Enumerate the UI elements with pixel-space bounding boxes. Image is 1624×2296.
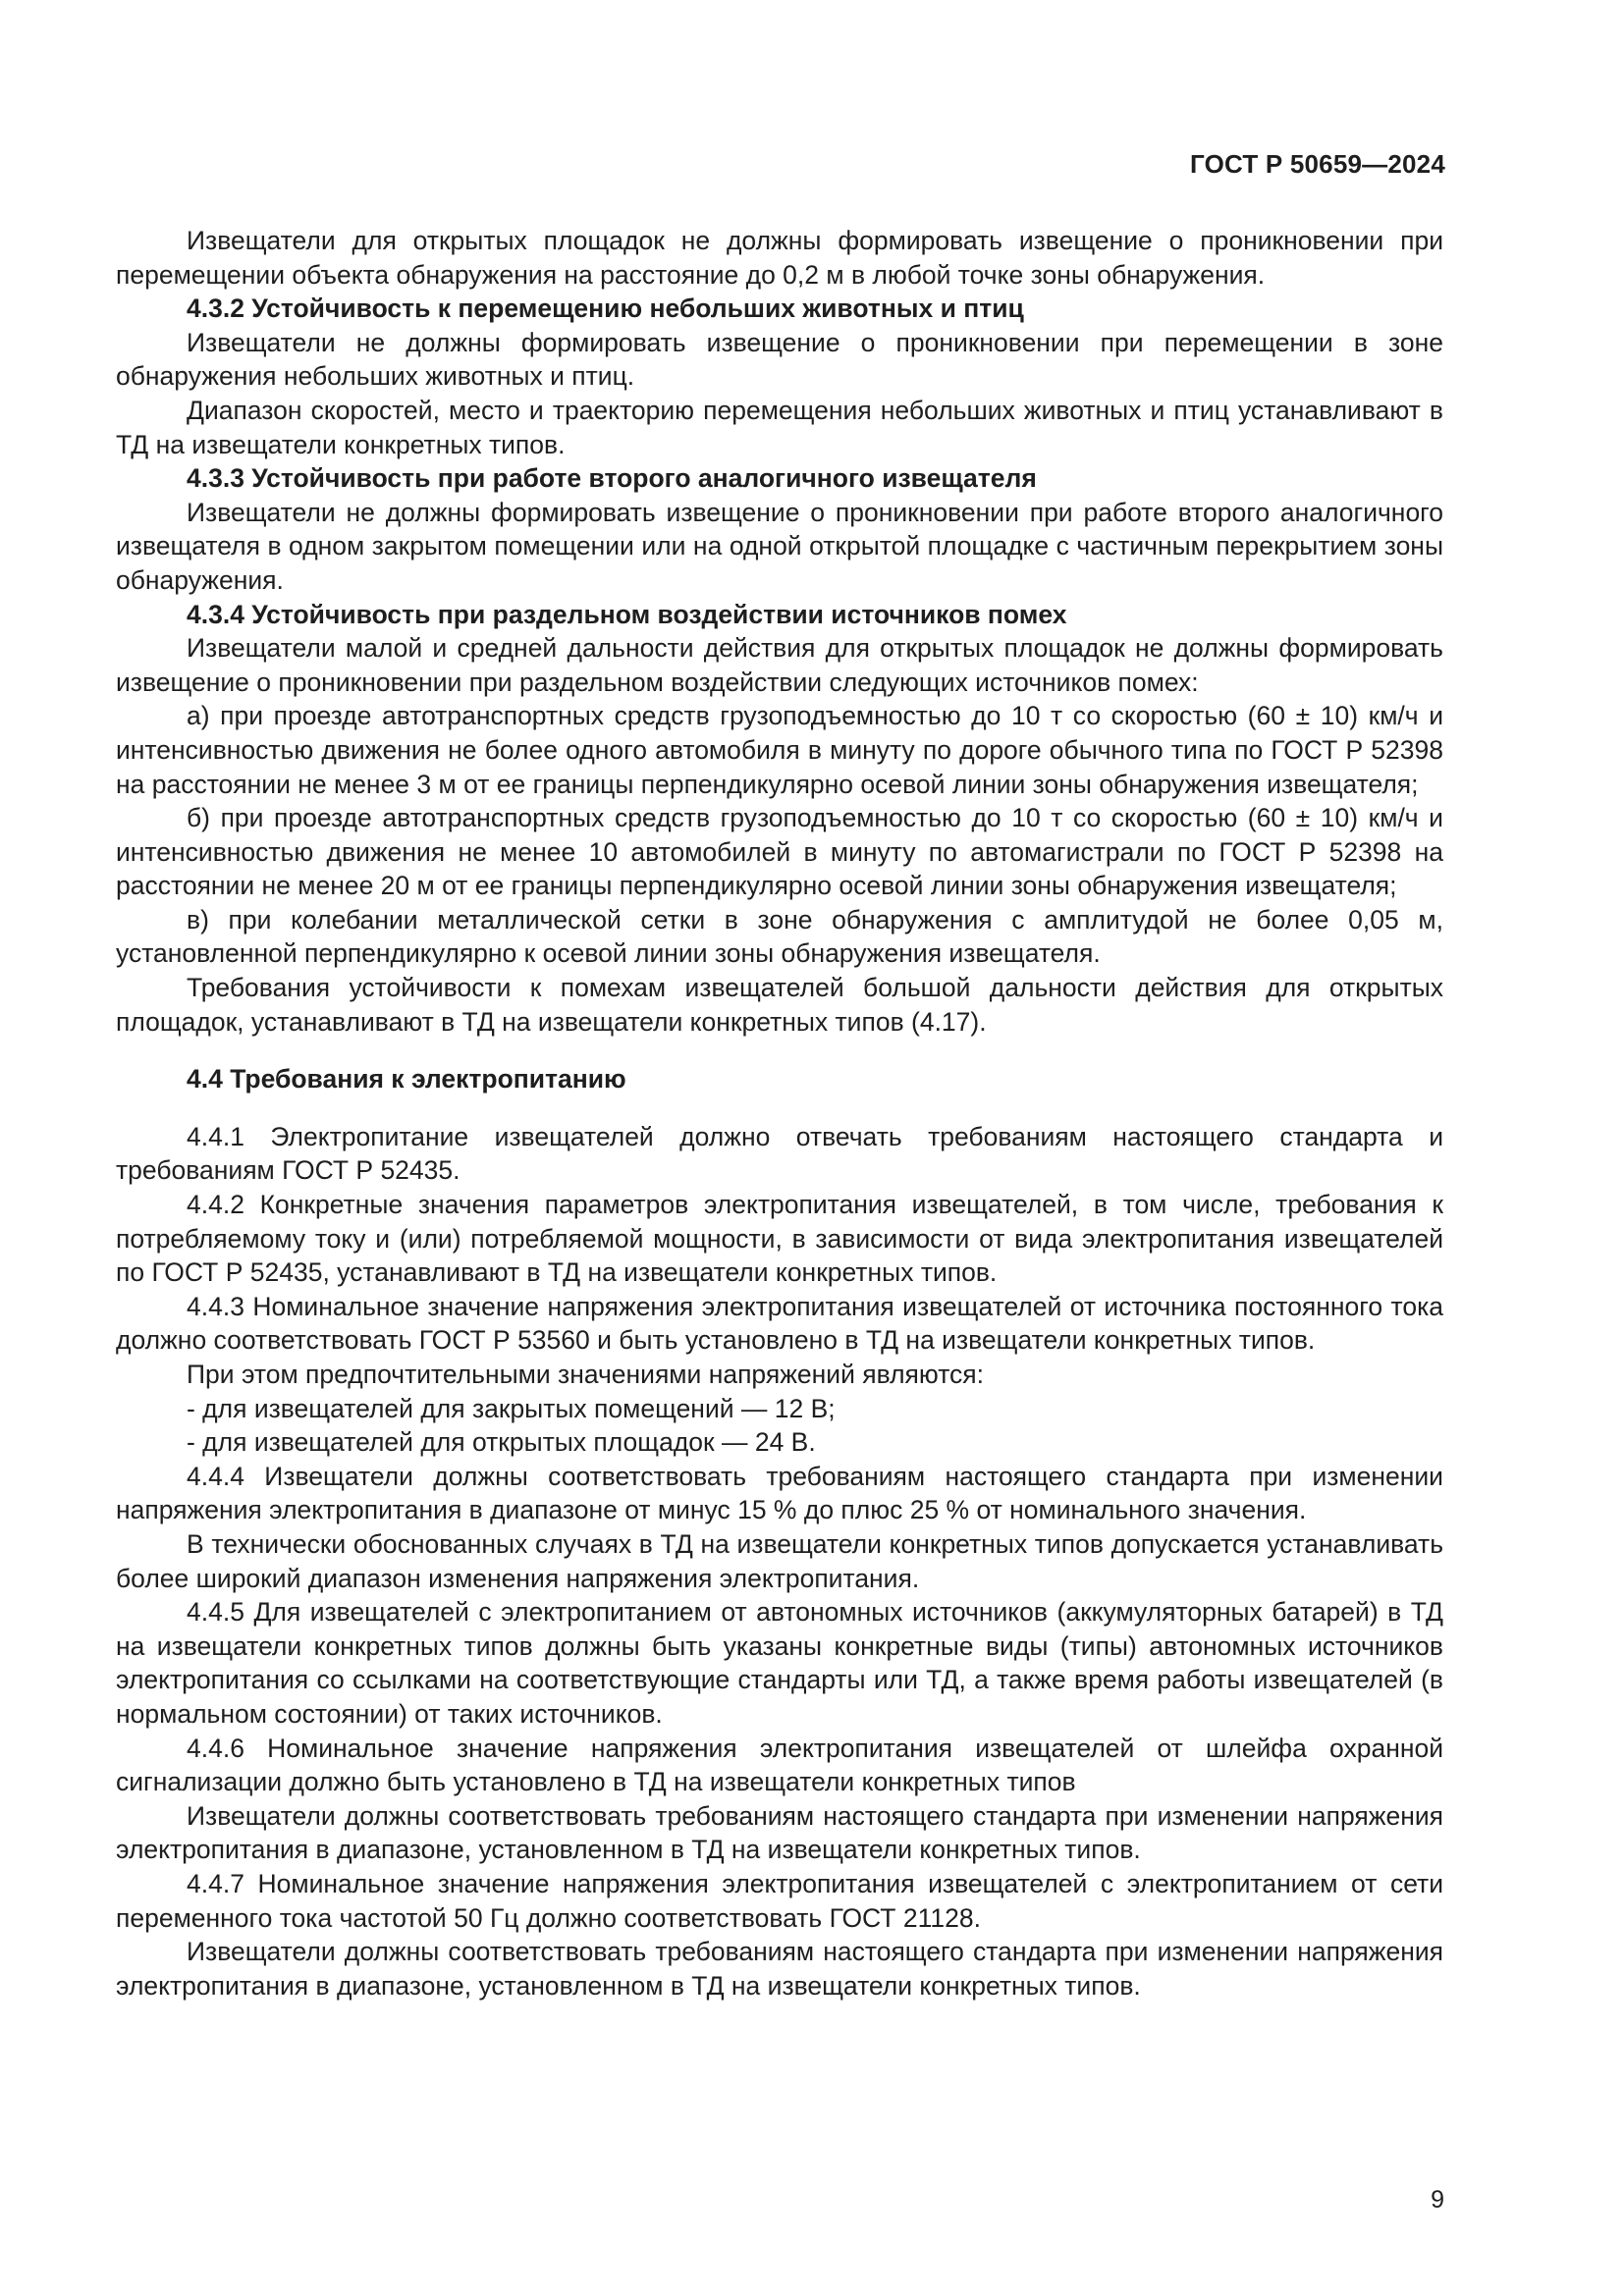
paragraph: Извещатели не должны формировать извещение о проникновении при перемещении в зоне обнаружения небольших животных и птиц.: [116, 327, 1443, 392]
paragraph: 4.4.4 Извещатели должны соответствовать требованиям настоящего стандарта при изменении напряжения электропитания в диапазоне от минус 15 % до плюс 25 % от номинального значения.: [116, 1461, 1443, 1525]
subsection-heading: 4.3.2 Устойчивость к перемещению небольших животных и птиц: [187, 294, 1024, 324]
paragraph: 4.4.6 Номинальное значение напряжения электропитания извещателей от шлейфа охранной сигнализации должно быть установлено в ТД на извещатели конкретных типов: [116, 1733, 1443, 1797]
paragraph: Извещатели малой и средней дальности действия для открытых площадок не должны формировать извещение о проникновении при раздельном воздействии следующих источников помех:: [116, 633, 1443, 697]
paragraph: 4.4.1 Электропитание извещателей должно отвечать требованиям настоящего стандарта и требованиям ГОСТ Р 52435.: [116, 1121, 1443, 1186]
paragraph: Диапазон скоростей, место и траекторию перемещения небольших животных и птиц устанавливают в ТД на извещатели конкретных типов.: [116, 395, 1443, 459]
paragraph: Извещатели для открытых площадок не должны формировать извещение о проникновении при перемещении объекта обнаружения на расстояние до 0,2 м в любой точке зоны обнаружения.: [116, 226, 1443, 290]
paragraph: в) при колебании металлической сетки в зоне обнаружения с амплитудой не более 0,05 м, установленной перпендикулярно к осевой линии зоны обнаружения извещателя.: [116, 904, 1443, 969]
paragraph: Извещатели должны соответствовать требованиям настоящего стандарта при изменении напряжения электропитания в диапазоне, установленном в ТД на извещатели конкретных типов.: [116, 1800, 1443, 1865]
document-header: ГОСТ Р 50659—2024: [1190, 149, 1445, 179]
paragraph: 4.4.5 Для извещателей с электропитанием от автономных источников (аккумуляторных батарей) в ТД на извещатели конкретных типов должны быть указаны конкретные виды (типы) автономных источников электропитания со ссылками на соответствующие стандарты или ТД, а также время работы извещателей (в нормальном состоянии) от таких источников.: [116, 1597, 1443, 1729]
list-item: - для извещателей для закрытых помещений — 12 В;: [187, 1393, 836, 1423]
paragraph: В технически обоснованных случаях в ТД на извещатели конкретных типов допускается устанавливать более широкий диапазон изменения напряжения электропитания.: [116, 1528, 1443, 1593]
paragraph: 4.4.2 Конкретные значения параметров электропитания извещателей, в том числе, требования к потребляемому току и (или) потребляемой мощности, в зависимости от вида электропитания извещателей по ГОСТ Р 52435, устанавливают в ТД на извещатели конкретных типов.: [116, 1190, 1443, 1288]
paragraph: Требования устойчивости к помехам извещателей большой дальности действия для открытых площадок, устанавливают в ТД на извещатели конкретных типов (4.17).: [116, 973, 1443, 1037]
page-number: 9: [1431, 2186, 1444, 2214]
paragraph: а) при проезде автотранспортных средств грузоподъемностью до 10 т со скоростью (60 ± 10) км/ч и интенсивностью движения не более одного автомобиля в минуту по дороге обычного типа по ГОСТ Р 52398 на расстоянии не менее 3 м от ее границы перпендикулярно осевой линии зоны обнаружения извещателя;: [116, 701, 1443, 799]
paragraph: 4.4.7 Номинальное значение напряжения электропитания извещателей с электропитанием от сети переменного тока частотой 50 Гц должно соответствовать ГОСТ 21128.: [116, 1868, 1443, 1933]
document-body: [116, 224, 1443, 2002]
paragraph: Извещатели не должны формировать извещение о проникновении при работе второго аналогичного извещателя в одном закрытом помещении или на одной открытой площадке с частичным перекрытием зоны обнаружения.: [116, 497, 1443, 595]
paragraph: Извещатели должны соответствовать требованиям настоящего стандарта при изменении напряжения электропитания в диапазоне, установленном в ТД на извещатели конкретных типов.: [116, 1937, 1443, 2001]
subsection-heading: 4.3.3 Устойчивость при работе второго аналогичного извещателя: [187, 463, 1037, 494]
paragraph: б) при проезде автотранспортных средств грузоподъемностью до 10 т со скоростью (60 ± 10) км/ч и интенсивностью движения не менее 10 автомобилей в минуту по автомагистрали по ГОСТ Р 52398 на расстоянии не менее 20 м от ее границы перпендикулярно осевой линии зоны обнаружения извещателя;: [116, 803, 1443, 901]
list-item: - для извещателей для открытых площадок — 24 В.: [187, 1427, 816, 1458]
subsection-heading: 4.3.4 Устойчивость при раздельном воздействии источников помех: [187, 599, 1067, 629]
section-heading: 4.4 Требования к электропитанию: [187, 1064, 626, 1095]
paragraph: 4.4.3 Номинальное значение напряжения электропитания извещателей от источника постоянного тока должно соответствовать ГОСТ Р 53560 и быть установлено в ТД на извещатели конкретных типов.: [116, 1291, 1443, 1356]
paragraph: При этом предпочтительными значениями напряжений являются:: [187, 1360, 985, 1389]
